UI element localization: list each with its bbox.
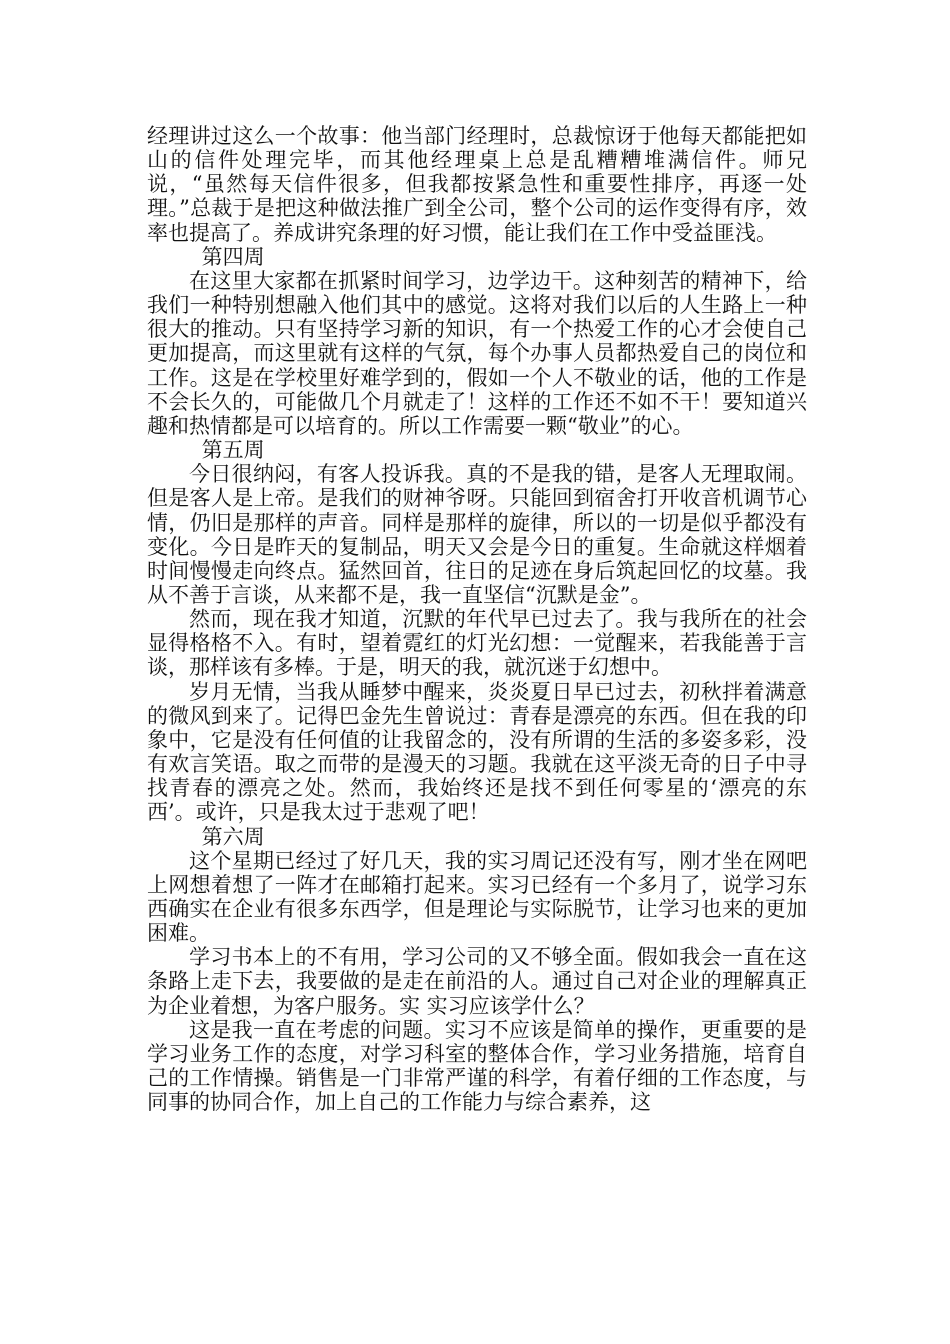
document-page bbox=[147, 124, 807, 1114]
paragraph-week-5-complaint: 今日很纳闷，有客人投诉我。真的不是我的错，是客人无理取闹。但是客人是上帝。是我们的财神爷呀。只能回到宿舍打开收音机调节心情，仍旧是那样的声音。同样是那样的旋律，所以的一切是似乎都没有变化。今日是昨天的复制品，明天又会是今日的重复。生命就这样烟着时间慢慢走向终点。猛然回首，往日的足迹在身后筑起回忆的坟墓。我从不善于言谈，从来都不是，我一直坚信“沉默是金”。 bbox=[147, 462, 807, 607]
paragraph-week-6-learning: 学习书本上的不有用，学习公司的又不够全面。假如我会一直在这条路上走下去，我要做的是走在前沿的人。通过自己对企业的理解真正为企业着想，为客户服务。实 实习应该学什么？ bbox=[147, 945, 807, 1018]
paragraph-intro-story: 经理讲过这么一个故事：他当部门经理时，总裁惊讶于他每天都能把如山的信件处理完毕，而其他经理桌上总是乱糟糟堆满信件。师兄说，“虽然每天信件很多，但我都按紧急性和重要性排序，再逐一处理。”总裁于是把这种做法推广到全公司，整个公司的运作变得有序，效率也提高了。养成讲究条理的好习惯，能让我们在工作中受益匪浅。 bbox=[147, 124, 807, 245]
paragraph-week-5-youth: 岁月无情，当我从睡梦中醒来，炎炎夏日早已过去，初秋拌着满意的微风到来了。记得巴金先生曾说过：青春是漂亮的东西。但在我的印象中，它是没有任何值的让我留念的，没有所谓的生活的多姿多彩，没有欢言笑语。取之而带的是漫天的习题。我就在这平淡无奇的日子中寻找青春的漂亮之处。然而，我始终还是找不到任何零星的‘漂亮的东西’。或许，只是我太过于悲观了吧！ bbox=[147, 679, 807, 825]
paragraph-week-5-silence: 然而，现在我才知道，沉默的年代早已过去了。我与我所在的社会显得格格不入。有时，望着霓红的灯光幻想：一觉醒来，若我能善于言谈，那样该有多棒。于是，明天的我，就沉迷于幻想中。 bbox=[147, 607, 807, 680]
paragraph-week-6-journal: 这个星期已经过了好几天，我的实习周记还没有写，刚才坐在网吧上网想着想了一阵才在邮箱打起来。实习已经有一个多月了，说学习东西确实在企业有很多东西学，但是理论与实际脱节，让学习也来的更加困难。 bbox=[147, 848, 807, 946]
paragraph-week-4: 在这里大家都在抓紧时间学习，边学边干。这种刻苦的精神下，给我们一种特别想融入他们其中的感觉。这将对我们以后的人生路上一种很大的推动。只有坚持学习新的知识，有一个热爱工作的心才会使自己更加提高，而这里就有这样的气氛，每个办事人员都热爱自己的岗位和工作。这是在学校里好难学到的，假如一个人不敬业的话，他的工作是不会长久的，可能做几个月就走了！这样的工作还不如不干！要知道兴趣和热情都是可以培育的。所以工作需要一颗“敬业”的心。 bbox=[147, 268, 807, 438]
section-heading-week-5: 第五周 bbox=[201, 438, 265, 463]
section-heading-week-4: 第四周 bbox=[201, 244, 265, 269]
paragraph-week-6-attitude: 这是我一直在考虑的问题。实习不应该是简单的操作，更重要的是学习业务工作的态度，对学习科室的整体合作，学习业务措施，培育自己的工作情操。销售是一门非常严谨的科学，有着仔细的工作态度，与同事的协同合作，加上自己的工作能力与综合素养，这 bbox=[147, 1017, 807, 1115]
section-heading-week-6: 第六周 bbox=[201, 824, 265, 849]
